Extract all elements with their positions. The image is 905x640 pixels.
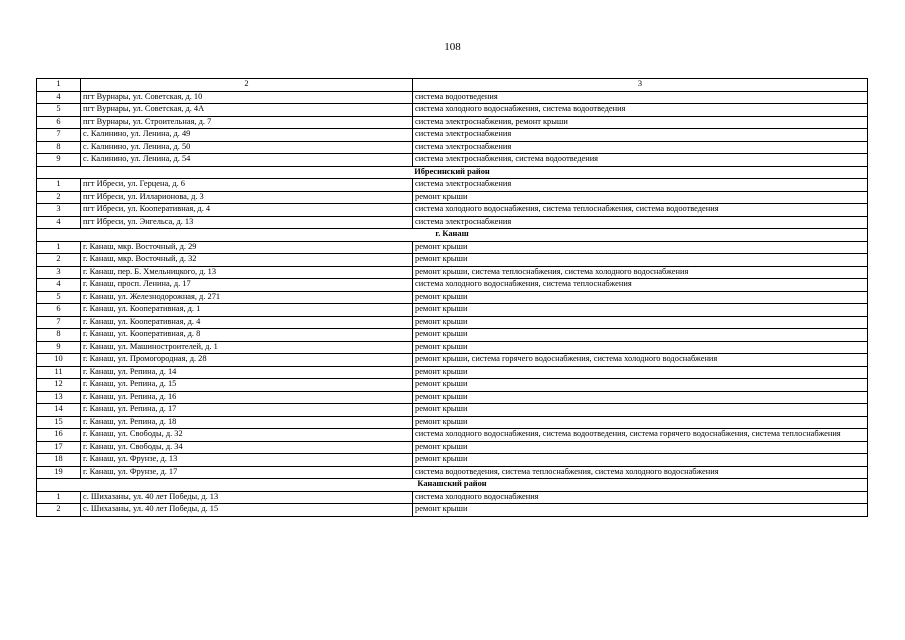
row-works: система электроснабжения (413, 129, 868, 142)
table-row (37, 354, 868, 367)
row-works: система холодного водоснабжения, система теплоснабжения, система водоотведения (413, 204, 868, 217)
header-col-works: 3 (413, 79, 868, 92)
row-address: пгт Ибреси, ул. Кооперативная, д. 4 (81, 204, 413, 217)
row-works: ремонт крыши (413, 341, 868, 354)
row-works: ремонт крыши (413, 241, 868, 254)
row-number: 15 (37, 416, 81, 429)
row-works: ремонт крыши (413, 391, 868, 404)
row-address: г. Канаш, мкр. Восточный, д. 32 (81, 254, 413, 267)
row-works: система электроснабжения (413, 179, 868, 192)
row-number: 13 (37, 391, 81, 404)
row-number: 14 (37, 404, 81, 417)
row-works: ремонт крыши (413, 191, 868, 204)
row-number: 12 (37, 379, 81, 392)
table-row (37, 304, 868, 317)
header-col-number: 1 (37, 79, 81, 92)
row-works: ремонт крыши, система теплоснабжения, система холодного водоснабжения (413, 266, 868, 279)
row-works: ремонт крыши (413, 291, 868, 304)
row-works: ремонт крыши (413, 454, 868, 467)
table-row (37, 504, 868, 517)
row-address: пгт Вурнары, ул. Строительная, д. 7 (81, 116, 413, 129)
table-row (37, 491, 868, 504)
row-number: 1 (37, 491, 81, 504)
row-address: г. Канаш, ул. Фрунзе, д. 13 (81, 454, 413, 467)
row-number: 2 (37, 504, 81, 517)
row-address: г. Канаш, ул. Фрунзе, д. 17 (81, 466, 413, 479)
row-number: 7 (37, 316, 81, 329)
table-row (37, 416, 868, 429)
page-number: 108 (444, 41, 461, 53)
header-col-address: 2 (81, 79, 413, 92)
row-address: пгт Вурнары, ул. Советская, д. 4А (81, 104, 413, 117)
section-header-row (37, 229, 868, 242)
row-works: ремонт крыши (413, 316, 868, 329)
table-row (37, 266, 868, 279)
row-number: 4 (37, 279, 81, 292)
table-row (37, 429, 868, 442)
row-works: ремонт крыши (413, 304, 868, 317)
row-address: г. Канаш, ул. Машиностроителей, д. 1 (81, 341, 413, 354)
table-row (37, 379, 868, 392)
row-works: система холодного водоснабжения, система водоотведения, система горячего водоснабжения, система теплоснабжения (413, 429, 868, 442)
row-number: 4 (37, 216, 81, 229)
table-row (37, 241, 868, 254)
row-works: ремонт крыши (413, 441, 868, 454)
section-title: Ибресинский район (37, 166, 868, 179)
section-header-row (37, 479, 868, 492)
row-address: г. Канаш, ул. Кооперативная, д. 8 (81, 329, 413, 342)
row-address: г. Канаш, ул. Свободы, д. 34 (81, 441, 413, 454)
row-number: 8 (37, 141, 81, 154)
row-number: 1 (37, 241, 81, 254)
row-works: ремонт крыши (413, 329, 868, 342)
row-address: пгт Ибреси, ул. Илларионова, д. 3 (81, 191, 413, 204)
table-row (37, 366, 868, 379)
row-address: г. Канаш, ул. Промогородная, д. 28 (81, 354, 413, 367)
table-row (37, 341, 868, 354)
row-number: 2 (37, 254, 81, 267)
row-works: ремонт крыши (413, 379, 868, 392)
row-works: система электроснабжения (413, 141, 868, 154)
row-number: 6 (37, 304, 81, 317)
table-row (37, 129, 868, 142)
row-number: 10 (37, 354, 81, 367)
row-works: ремонт крыши (413, 366, 868, 379)
row-number: 5 (37, 104, 81, 117)
table-row (37, 91, 868, 104)
row-number: 5 (37, 291, 81, 304)
table-row (37, 291, 868, 304)
row-works: система холодного водоснабжения, система водоотведения (413, 104, 868, 117)
row-works: ремонт крыши (413, 404, 868, 417)
repair-register-table (36, 78, 868, 517)
row-address: г. Канаш, ул. Свободы, д. 32 (81, 429, 413, 442)
row-works: ремонт крыши (413, 254, 868, 267)
table-row (37, 141, 868, 154)
row-address: г. Канаш, ул. Железнодорожная, д. 271 (81, 291, 413, 304)
row-number: 7 (37, 129, 81, 142)
row-number: 11 (37, 366, 81, 379)
row-works: система электроснабжения, ремонт крыши (413, 116, 868, 129)
row-address: г. Канаш, ул. Репина, д. 18 (81, 416, 413, 429)
table-row (37, 441, 868, 454)
row-number: 3 (37, 204, 81, 217)
row-works: система водоотведения (413, 91, 868, 104)
row-address: с. Калинино, ул. Ленина, д. 49 (81, 129, 413, 142)
table-row (37, 191, 868, 204)
row-number: 3 (37, 266, 81, 279)
row-address: г. Канаш, пер. Б. Хмельницкого, д. 13 (81, 266, 413, 279)
table-row (37, 154, 868, 167)
row-number: 2 (37, 191, 81, 204)
table-row (37, 216, 868, 229)
row-address: с. Шихазаны, ул. 40 лет Победы, д. 15 (81, 504, 413, 517)
section-header-row (37, 166, 868, 179)
row-number: 9 (37, 154, 81, 167)
row-works: система холодного водоснабжения (413, 491, 868, 504)
table-row (37, 179, 868, 192)
row-number: 17 (37, 441, 81, 454)
row-address: г. Канаш, ул. Репина, д. 16 (81, 391, 413, 404)
table-body (37, 79, 868, 517)
row-number: 6 (37, 116, 81, 129)
table-row (37, 404, 868, 417)
row-number: 16 (37, 429, 81, 442)
row-number: 8 (37, 329, 81, 342)
row-number: 9 (37, 341, 81, 354)
row-address: пгт Ибреси, ул. Энгельса, д. 13 (81, 216, 413, 229)
table-row (37, 254, 868, 267)
table-row (37, 279, 868, 292)
row-number: 19 (37, 466, 81, 479)
row-number: 1 (37, 179, 81, 192)
row-works: система водоотведения, система теплоснабжения, система холодного водоснабжения (413, 466, 868, 479)
table-row (37, 454, 868, 467)
table-row (37, 391, 868, 404)
row-address: пгт Ибреси, ул. Герцена, д. 6 (81, 179, 413, 192)
table-header-row (37, 79, 868, 92)
table-row (37, 204, 868, 217)
table-row (37, 116, 868, 129)
row-address: г. Канаш, ул. Репина, д. 14 (81, 366, 413, 379)
row-works: ремонт крыши (413, 504, 868, 517)
row-address: г. Канаш, ул. Репина, д. 15 (81, 379, 413, 392)
row-address: г. Канаш, просп. Ленина, д. 17 (81, 279, 413, 292)
row-number: 18 (37, 454, 81, 467)
table-row (37, 104, 868, 117)
row-works: система холодного водоснабжения, система теплоснабжения (413, 279, 868, 292)
section-title: Канашский район (37, 479, 868, 492)
row-works: ремонт крыши, система горячего водоснабжения, система холодного водоснабжения (413, 354, 868, 367)
row-works: система электроснабжения (413, 216, 868, 229)
row-address: г. Канаш, мкр. Восточный, д. 29 (81, 241, 413, 254)
section-title: г. Канаш (37, 229, 868, 242)
row-address: с. Калинино, ул. Ленина, д. 54 (81, 154, 413, 167)
table-row (37, 466, 868, 479)
row-works: ремонт крыши (413, 416, 868, 429)
row-address: г. Канаш, ул. Кооперативная, д. 1 (81, 304, 413, 317)
row-address: с. Калинино, ул. Ленина, д. 50 (81, 141, 413, 154)
row-address: г. Канаш, ул. Репина, д. 17 (81, 404, 413, 417)
row-address: г. Канаш, ул. Кооперативная, д. 4 (81, 316, 413, 329)
table-row (37, 316, 868, 329)
row-address: пгт Вурнары, ул. Советская, д. 10 (81, 91, 413, 104)
row-works: система электроснабжения, система водоотведения (413, 154, 868, 167)
row-number: 4 (37, 91, 81, 104)
row-address: с. Шихазаны, ул. 40 лет Победы, д. 13 (81, 491, 413, 504)
table-row (37, 329, 868, 342)
